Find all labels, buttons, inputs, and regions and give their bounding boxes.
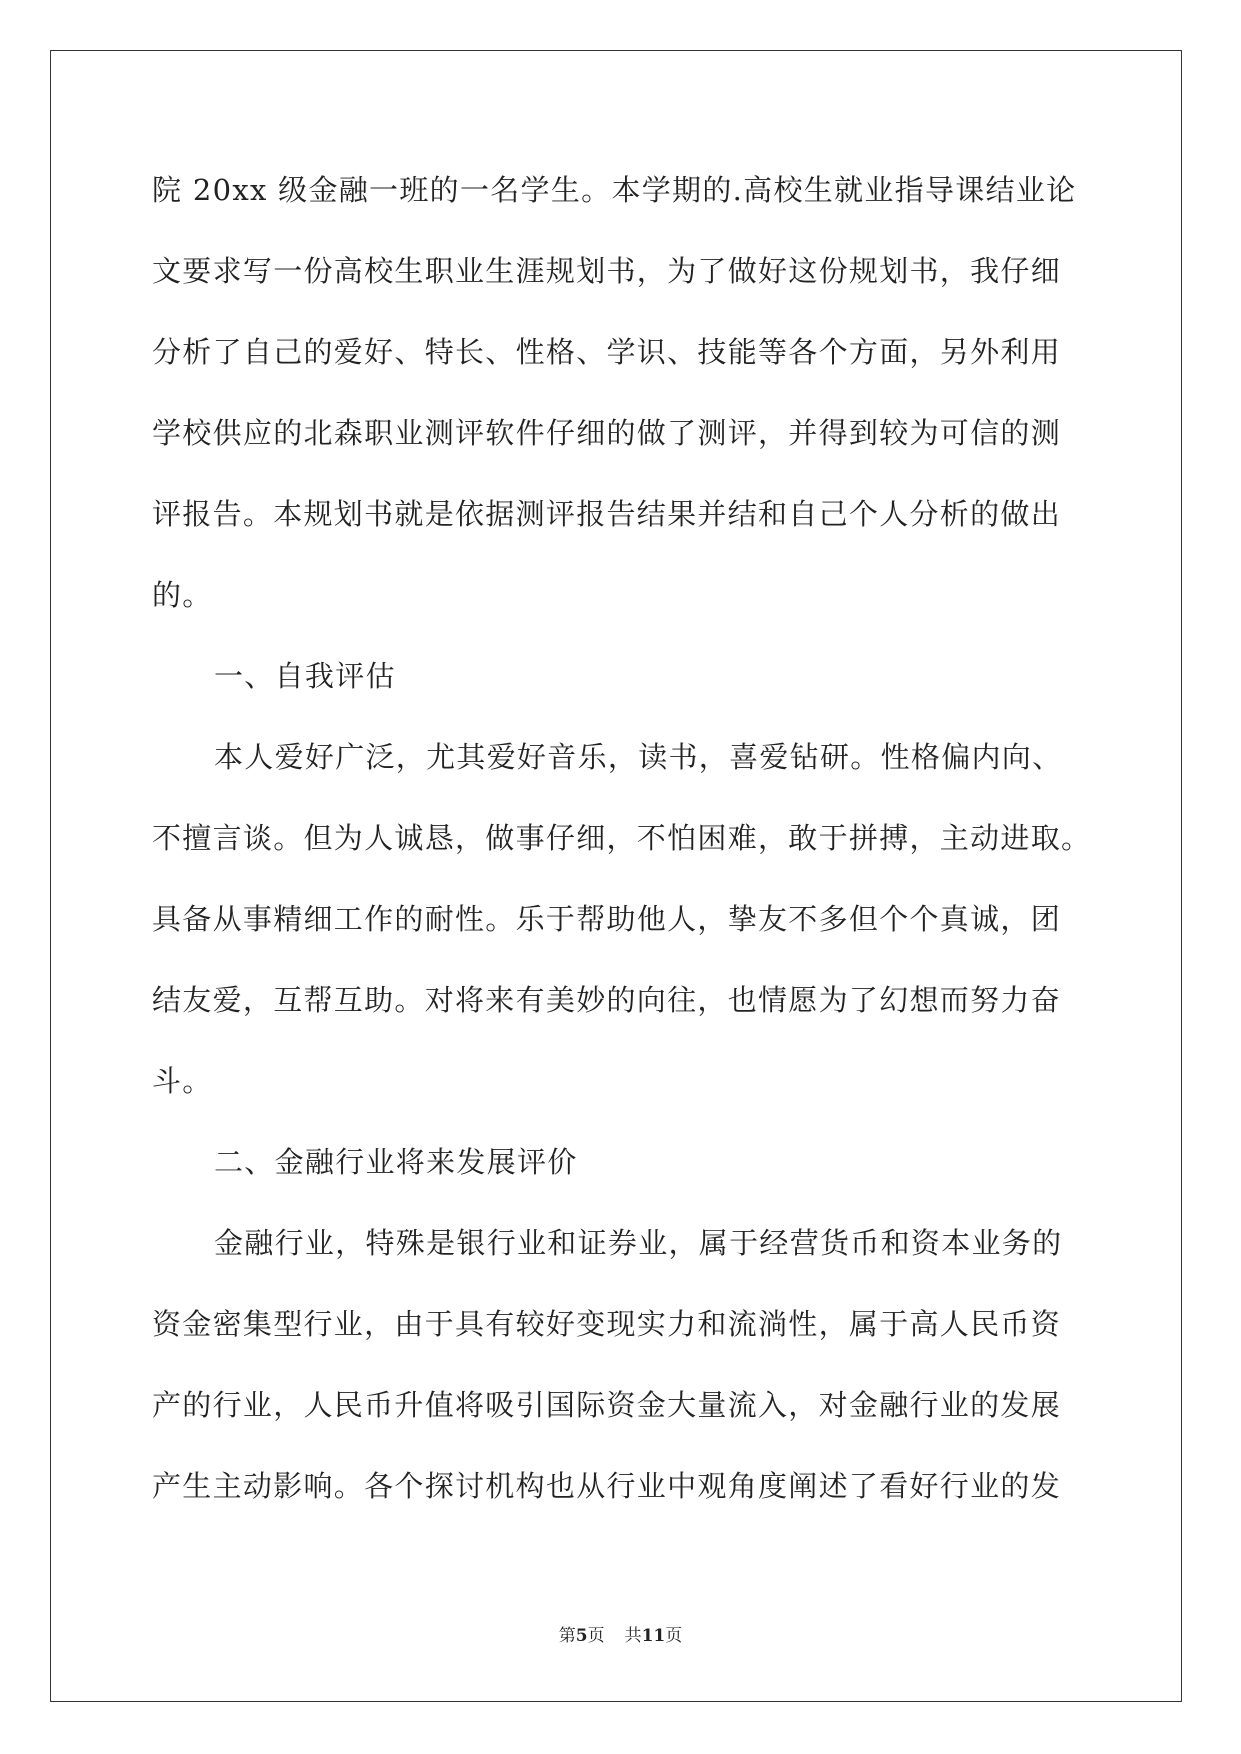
text-line: 产的行业，人民币升值将吸引国际资金大量流入，对金融行业的发展 bbox=[152, 1388, 1062, 1422]
section-heading-self-assessment: 一、自我评估 bbox=[214, 659, 396, 693]
text-line: 不擅言谈。但为人诚恳，做事仔细，不怕困难，敢于拼搏，主动进取。 bbox=[152, 821, 1092, 855]
page-prefix: 第 bbox=[558, 1626, 576, 1646]
text-line: 本人爱好广泛，尤其爱好音乐，读书，喜爱钻研。性格偏内向、 bbox=[214, 740, 1063, 774]
page-number: 5 bbox=[575, 1626, 588, 1646]
text-line: 金融行业，特殊是银行业和证券业，属于经营货币和资本业务的 bbox=[214, 1226, 1063, 1260]
text-line: 结友爱，互帮互助。对将来有美妙的向往，也情愿为了幻想而努力奋 bbox=[152, 983, 1062, 1017]
page-unit: 页 bbox=[587, 1626, 605, 1646]
total-unit: 页 bbox=[665, 1626, 683, 1646]
text-line: 文要求写一份高校生职业生涯规划书，为了做好这份规划书，我仔细 bbox=[152, 254, 1062, 288]
total-prefix: 共 bbox=[624, 1626, 642, 1646]
total-pages: 11 bbox=[641, 1626, 666, 1646]
text-line: 斗。 bbox=[152, 1064, 213, 1098]
text-line: 分析了自己的爱好、特长、性格、学识、技能等各个方面，另外利用 bbox=[152, 335, 1062, 369]
text-line: 具备从事精细工作的耐性。乐于帮助他人，挚友不多但个个真诚，团 bbox=[152, 902, 1062, 936]
text-line: 院 20xx 级金融一班的一名学生。本学期的.高校生就业指导课结业论 bbox=[152, 173, 1077, 207]
document-body bbox=[152, 158, 1092, 1535]
text-line: 学校供应的北森职业测评软件仔细的做了测评，并得到较为可信的测 bbox=[152, 416, 1062, 450]
text-line: 产生主动影响。各个探讨机构也从行业中观角度阐述了看好行业的发 bbox=[152, 1469, 1062, 1503]
section-heading-industry-evaluation: 二、金融行业将来发展评价 bbox=[214, 1145, 578, 1179]
text-line: 资金密集型行业，由于具有较好变现实力和流淌性，属于高人民币资 bbox=[152, 1307, 1062, 1341]
text-line: 评报告。本规划书就是依据测评报告结果并结和自己个人分析的做出 bbox=[152, 497, 1062, 531]
text-line: 的。 bbox=[152, 578, 213, 612]
page-footer bbox=[0, 1621, 1241, 1646]
